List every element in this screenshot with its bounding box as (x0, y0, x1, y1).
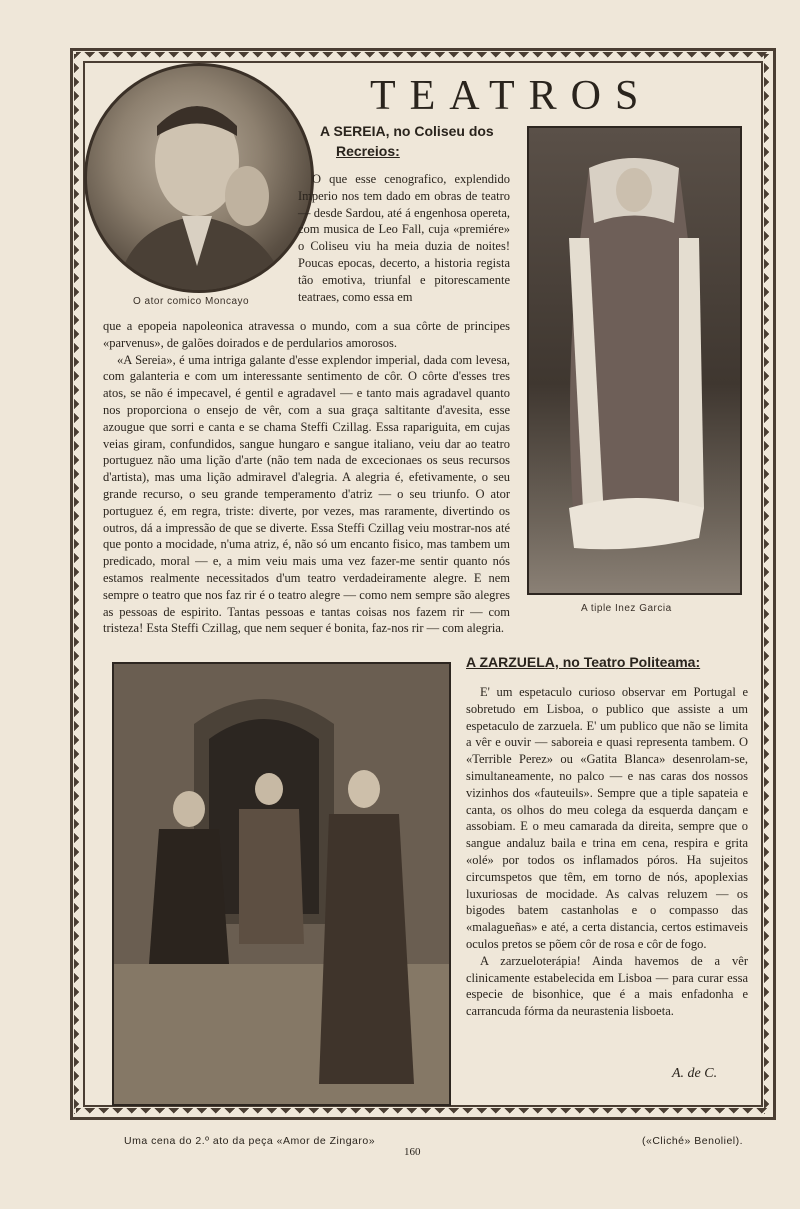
photo-credit: («Cliché» Benoliel). (642, 1135, 744, 1147)
bottom-caption: Uma cena do 2.º ato da peça «Amor de Zingaro» (124, 1135, 376, 1147)
signature: A. de C. (672, 1066, 718, 1081)
moncayo-portrait (84, 63, 314, 293)
article1-heading: A SEREIA, no Coliseu dos Recreios: (320, 123, 494, 159)
article2-heading: A ZARZUELA, no Teatro Politeama: (466, 654, 701, 670)
article2-body: E' um espetaculo curioso observar em Portugal e sobretudo em Lisboa, o publico que assiste a um espetaculo de zarzuela. E' um publico que não se limita a vêr e ouvir — saboreia e quasi representa tambem. O «Terrible Perez» ou «Gatita Blanca» desenrolam-se, simultaneamente, no palco — e nas caras dos nossos vizinhos dos «fauteuils». Sempre que a tiple sapateia e canta, os olhos do meu colega da esquerda dançam e assobiam. E o meu camarada da direita, sempre que o sangue andaluz baila e trina em cena, respira e grita «olé» por todos os inflamados póros. Ha sujeitos circumspetos que têm, em torno de nós, apoplexias luxuriosas de mocidade. As calvas reluzem — os bigodes batem castanholas e o compasso das «malagueñas» e até, a certa distancia, certos estimaveis oculos pretos se põem côr de rosa e côr de fogo. A zarzueloterápia! Ainda havemos de a vêr clinicamente estabelecida em Lisboa — para curar essa especie de bisonhice, que é a mais enfadonha e carrancuda fórma da neurastenia lisboeta. (466, 685, 748, 1019)
zingaro-scene-photo (112, 662, 451, 1106)
garcia-caption: A tiple Inez Garcia (581, 603, 672, 614)
page-title: TEATROS (370, 73, 653, 119)
moncayo-caption: O ator comico Moncayo (133, 296, 250, 307)
article1-body: que a epopeia napoleonica atravessa o mundo, com a sua côrte de principes «parvenus», de galões doirados e de perdularios amorosos. «A Sereia», é uma intriga galante d'esse explendor imperial, dada com levesa, com galanteria e com um interessante sentimento de côr. O côrte d'esses tres atos, se não é impecavel, é gentil e agradavel — e tanto mais agradavel quanto nos proporciona o ensejo de vêr, com a sua graça saltitante d'avesita, esse azougue que sorri e canta e se chama Steffi Czillag. Essa rapariguita, em cujas veias giram, confundidos, sangue hungaro e sangue italiano, veiu dar ao teatro portuguez não uma lição d'arte (não tem nada de excecionaes os seus recursos d'artista), mas uma lição admiravel d'alegria. A alegria é, efetivamente, o seu grande recurso, o seu grande temperamento d'atriz — o seu triunfo. O ator portuguez é, em regra, triste: diverte, por vezes, mas raramente, divertindo os outros, dá a impressão de que se diverte. Essa Steffi Czillag veiu mostrar-nos até que ponto a mocidade, n'uma atriz, é, não só um encanto fisico, mas tambem um predicado, moral — e, a mim veiu mais uma vez fazer-me sentir quanto nós estamos realmente necessitados d'um teatro verdadeiramente alegre. E nem sempre o teatro que nos faz rir é o teatro alegre — como nem sempre são alegres as pessoas de espirito. Tantas pessoas e tantas coisas nos fazem rir — com tristeza! Esta Steffi Czillag, que nem sequer é bonita, faz-nos rir — com alegria. (103, 319, 510, 636)
inez-garcia-photo (527, 126, 742, 595)
article1-intro-narrow: O que esse cenografico, explendido Imperio nos tem dado em obras de teatro — desde Sardou, até á engenhosa opereta, com musica de Leo Fall, cuja «premiére» o Coliseu viu ha meia duzia de noites! Poucas epocas, decerto, a historia regista tão emotiva, triunfal e pitorescamente teatraes, como essa em (298, 172, 510, 304)
page-number: 160 (404, 1146, 421, 1158)
